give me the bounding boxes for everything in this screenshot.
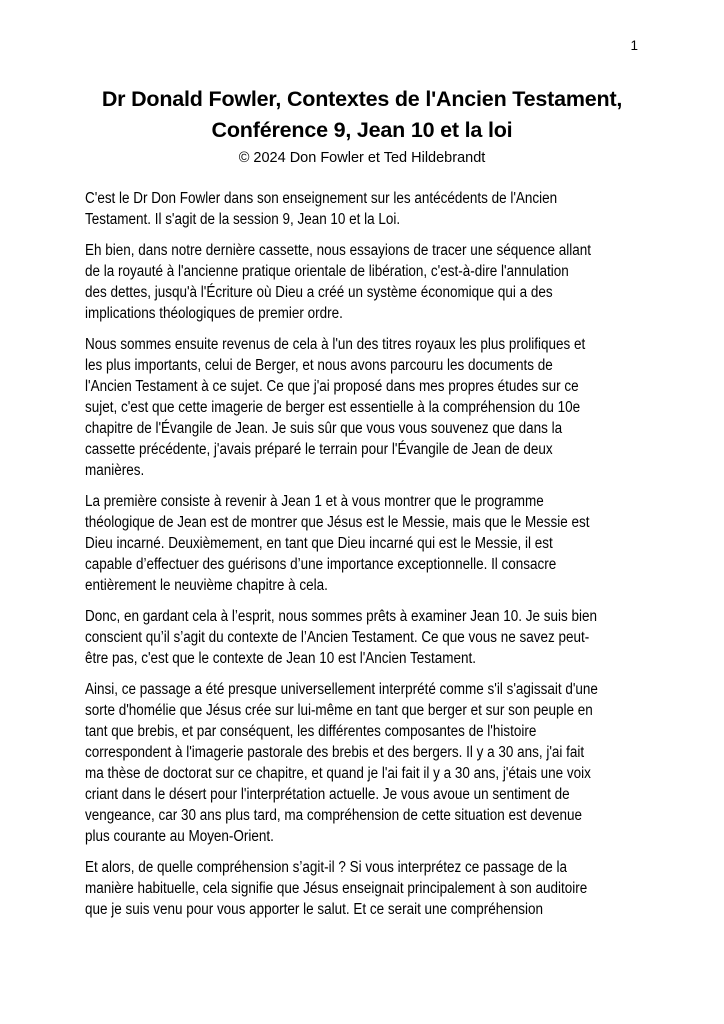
copyright-line: © 2024 Don Fowler et Ted Hildebrandt — [238, 150, 486, 166]
paragraph — [85, 334, 659, 481]
paragraph-line: être pas, c'est que le contexte de Jean 10 est l'Ancien Testament. — [85, 650, 476, 667]
document-title — [40, 84, 684, 146]
paragraph-line: vengeance, car 30 ans plus tard, ma compréhension de cette situation est devenue — [85, 807, 583, 824]
paragraph-line: manière habituelle, cela signifie que Jésus enseignait principalement à son auditoire — [85, 880, 588, 897]
paragraph-line: Dieu incarné. Deuxièmement, en tant que Dieu incarné qui est le Messie, il est — [85, 535, 553, 552]
page-number: 1 — [630, 38, 638, 53]
paragraph-line: sujet, c'est que cette imagerie de berger est essentielle à la compréhension du 10e — [85, 399, 581, 416]
paragraph-line: manières. — [85, 462, 145, 479]
paragraph-line: de la royauté à l'ancienne pratique orientale de libération, c'est-à-dire l'annulation — [85, 263, 569, 280]
paragraph-line: que je suis venu pour vous apporter le salut. Et ce serait une compréhension — [85, 901, 544, 918]
paragraph-line: implications théologiques de premier ordre. — [85, 305, 343, 322]
paragraph — [85, 857, 659, 920]
document-body — [85, 188, 659, 930]
paragraph-line: Testament. Il s'agit de la session 9, Jean 10 et la Loi. — [85, 211, 401, 228]
paragraph-line: des dettes, jusqu'à l'Écriture où Dieu a créé un système économique qui a des — [85, 284, 553, 301]
paragraph — [85, 491, 659, 596]
paragraph-line: les plus importants, celui de Berger, et nous avons parcouru les documents de — [85, 357, 553, 374]
paragraph-line: Nous sommes ensuite revenus de cela à l'un des titres royaux les plus prolifiques et — [85, 336, 586, 353]
paragraph-line: cassette précédente, j'avais préparé le terrain pour l'Évangile de Jean de deux — [85, 441, 553, 458]
paragraph-line: Et alors, de quelle compréhension s’agit-il ? Si vous interprétez ce passage de la — [85, 859, 567, 876]
paragraph-line: ma thèse de doctorat sur ce chapitre, et quand je l'ai fait il y a 30 ans, j'étais une voix — [85, 765, 591, 782]
paragraph-line: correspondent à l'imagerie pastorale des brebis et des bergers. Il y a 30 ans, j'ai fait — [85, 744, 585, 761]
paragraph-line: Ainsi, ce passage a été presque universellement interprété comme s'il s'agissait d'une — [85, 681, 598, 698]
paragraph-line: l'Ancien Testament à ce sujet. Ce que j'ai proposé dans mes propres études sur ce — [85, 378, 579, 395]
paragraph-line: Eh bien, dans notre dernière cassette, nous essayions de tracer une séquence allant — [85, 242, 592, 259]
paragraph-line: Donc, en gardant cela à l’esprit, nous sommes prêts à examiner Jean 10. Je suis bien — [85, 608, 597, 625]
paragraph — [85, 606, 659, 669]
paragraph-line: La première consiste à revenir à Jean 1 et à vous montrer que le programme — [85, 493, 544, 510]
paragraph-line: C'est le Dr Don Fowler dans son enseignement sur les antécédents de l'Ancien — [85, 190, 558, 207]
paragraph-line: chapitre de l'Évangile de Jean. Je suis sûr que vous vous souvenez que dans la — [85, 420, 563, 437]
paragraph-line: tant que brebis, et par conséquent, les différentes composantes de l'histoire — [85, 723, 537, 740]
paragraph — [85, 188, 659, 230]
paragraph — [85, 679, 659, 847]
paragraph — [85, 240, 659, 324]
paragraph-line: conscient qu’il s’agit du contexte de l’Ancien Testament. Ce que vous ne savez peut- — [85, 629, 590, 646]
paragraph-line: sorte d'homélie que Jésus crée sur lui-même en tant que berger et sur son peuple en — [85, 702, 593, 719]
document-title-line-2: Conférence 9, Jean 10 et la loi — [211, 118, 513, 142]
document-title-line-1: Dr Donald Fowler, Contextes de l'Ancien Testament, — [101, 87, 623, 111]
document-header — [40, 84, 684, 168]
paragraph-line: théologique de Jean est de montrer que Jésus est le Messie, mais que le Messie est — [85, 514, 590, 531]
paragraph-line: criant dans le désert pour l'interprétation actuelle. Je vous avoue un sentiment de — [85, 786, 570, 803]
paragraph-line: entièrement le neuvième chapitre à cela. — [85, 577, 328, 594]
paragraph-line: plus courante au Moyen-Orient. — [85, 828, 274, 845]
paragraph-line: capable d’effectuer des guérisons d’une importance exceptionnelle. Il consacre — [85, 556, 557, 573]
